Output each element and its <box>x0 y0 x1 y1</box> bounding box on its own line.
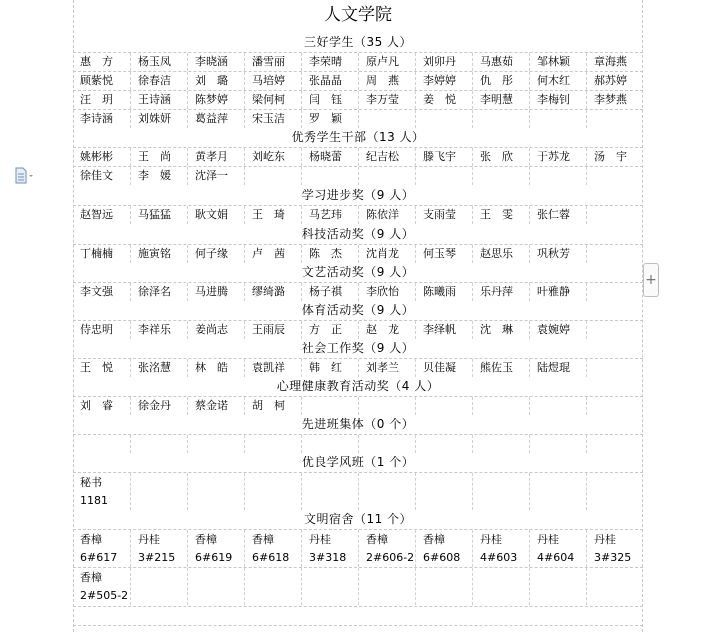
table-row <box>73 147 643 166</box>
table-cell: 李 媛 <box>130 167 187 185</box>
add-button[interactable] <box>643 263 659 297</box>
table-cell: 陈梦婷 <box>187 91 244 109</box>
table-row <box>73 90 643 109</box>
table-cell: 于苏龙 <box>529 148 586 166</box>
section-header: 心理健康教育活动奖（4 人） <box>276 379 440 393</box>
table-cell <box>187 568 244 605</box>
table-cell <box>529 167 586 185</box>
table-cell: 蔡金诺 <box>187 397 244 415</box>
table-cell: 卢 茜 <box>244 245 301 263</box>
table-cell <box>529 397 586 415</box>
table-cell: 原卢凡 <box>358 53 415 71</box>
table-cell: 李文强 <box>80 285 113 298</box>
table-cell <box>301 435 358 453</box>
table-cell: 宋玉洁 <box>244 110 301 128</box>
table-cell: 侍忠明 <box>80 323 113 336</box>
table-row <box>73 71 643 90</box>
table-cell <box>301 473 358 510</box>
table-row <box>73 282 643 301</box>
table-cell <box>586 283 643 301</box>
table-cell <box>130 568 187 605</box>
table-cell: 香樟 6#619 <box>187 530 244 567</box>
table-cell: 刘屹东 <box>244 148 301 166</box>
table-cell <box>586 167 643 185</box>
table-cell: 陈曦雨 <box>415 283 472 301</box>
table-cell: 马惠茹 <box>472 53 529 71</box>
table-cell: 李梦燕 <box>586 91 643 109</box>
table-cell <box>415 473 472 510</box>
table-cell: 陈依洋 <box>358 206 415 224</box>
section-header: 先进班集体（0 个） <box>301 417 415 431</box>
table-cell: 赵智远 <box>80 208 113 221</box>
table-cell <box>130 473 187 510</box>
table-cell: 袁婉婷 <box>529 321 586 339</box>
table-row <box>73 434 643 453</box>
table-cell: 闫 钰 <box>301 91 358 109</box>
table-cell: 丹桂 3#318 <box>301 530 358 567</box>
table-cell <box>529 435 586 453</box>
table-cell <box>415 167 472 185</box>
table-cell: 王 雯 <box>472 206 529 224</box>
table-cell <box>415 568 472 605</box>
table-cell: 徐泽名 <box>130 283 187 301</box>
table-cell: 徐春洁 <box>130 72 187 90</box>
table-cell <box>415 397 472 415</box>
table-cell: 香樟 6#617 <box>80 533 118 564</box>
section-header: 体育活动奖（9 人） <box>301 303 415 317</box>
table-cell: 张晶晶 <box>301 72 358 90</box>
table-cell <box>244 473 301 510</box>
table-cell <box>301 397 358 415</box>
table-cell <box>358 435 415 453</box>
table-cell <box>586 206 643 224</box>
table-cell: 周 燕 <box>358 72 415 90</box>
table-cell: 杨晓蕾 <box>301 148 358 166</box>
table-cell <box>244 435 301 453</box>
table-cell: 李梅钊 <box>529 91 586 109</box>
table-cell <box>472 568 529 605</box>
table-cell: 陆煜琨 <box>529 359 586 377</box>
table-cell: 丹桂 3#325 <box>586 530 643 567</box>
table-cell: 姜 悦 <box>415 91 472 109</box>
table-cell: 林 皓 <box>187 359 244 377</box>
table-cell <box>586 359 643 377</box>
table-cell: 施寅铭 <box>130 245 187 263</box>
table-cell <box>358 568 415 605</box>
table-cell: 香樟 2#606-2 <box>358 530 415 567</box>
table-cell: 丹桂 3#215 <box>130 530 187 567</box>
table-row <box>73 567 643 605</box>
table-cell <box>187 473 244 510</box>
section-header: 学习进步奖（9 人） <box>301 188 415 202</box>
table-cell <box>472 397 529 415</box>
table-cell: 王 尚 <box>130 148 187 166</box>
table-row <box>73 109 643 128</box>
table-cell: 惠 方 <box>80 55 113 68</box>
table-cell: 丁楠楠 <box>80 247 113 260</box>
table-row <box>73 396 643 415</box>
table-cell: 缪绮潞 <box>244 283 301 301</box>
document-icon[interactable] <box>14 167 34 185</box>
table-cell <box>130 435 187 453</box>
table-cell <box>472 435 529 453</box>
table-cell <box>472 110 529 128</box>
section-header: 社会工作奖（9 人） <box>301 341 415 355</box>
table-cell <box>415 110 472 128</box>
table-cell: 滕飞宇 <box>415 148 472 166</box>
table-cell <box>472 167 529 185</box>
table-cell: 李明慧 <box>472 91 529 109</box>
table-cell: 贝佳凝 <box>415 359 472 377</box>
table-cell: 王 琦 <box>244 206 301 224</box>
table-cell: 徐金丹 <box>130 397 187 415</box>
table-row <box>73 166 643 185</box>
section-header: 优秀学生干部（13 人） <box>291 130 425 144</box>
table-cell <box>529 473 586 510</box>
table-cell <box>472 473 529 510</box>
table-cell: 巩秋芳 <box>529 245 586 263</box>
table-row <box>73 320 643 339</box>
table-row <box>73 358 643 377</box>
table-cell <box>529 568 586 605</box>
table-row <box>73 244 643 263</box>
table-cell <box>586 110 643 128</box>
table-cell: 支雨莹 <box>415 206 472 224</box>
table-cell: 沈泽一 <box>187 167 244 185</box>
table-cell: 李诗涵 <box>80 112 113 125</box>
table-cell: 黄孝月 <box>187 148 244 166</box>
table-cell: 王 悦 <box>80 361 113 374</box>
table-cell: 杨子祺 <box>301 283 358 301</box>
table-cell <box>358 397 415 415</box>
table-cell: 张 欣 <box>472 148 529 166</box>
table-cell: 秘书 1181 <box>80 476 108 507</box>
table-cell: 马猛猛 <box>130 206 187 224</box>
table-cell: 丹桂 4#604 <box>529 530 586 567</box>
table-cell: 杨玉凤 <box>130 53 187 71</box>
table-cell: 方 正 <box>301 321 358 339</box>
table-cell <box>586 568 643 605</box>
table-cell: 王诗涵 <box>130 91 187 109</box>
table-cell: 香樟 6#608 <box>415 530 472 567</box>
table-cell: 马培婷 <box>244 72 301 90</box>
document-page <box>73 0 643 632</box>
table-cell: 刘 璐 <box>187 72 244 90</box>
table-cell <box>586 321 643 339</box>
table-cell: 邹林颖 <box>529 53 586 71</box>
table-cell: 赵 龙 <box>358 321 415 339</box>
table-row <box>73 472 643 510</box>
section-header: 科技活动奖（9 人） <box>301 227 415 241</box>
table-cell <box>586 473 643 510</box>
table-cell <box>73 435 130 453</box>
table-cell: 叶雅静 <box>529 283 586 301</box>
table-cell: 汪 玥 <box>80 93 113 106</box>
table-cell: 李祥乐 <box>130 321 187 339</box>
table-cell: 张仁蓉 <box>529 206 586 224</box>
table-cell <box>244 568 301 605</box>
table-cell: 刘姝妍 <box>130 110 187 128</box>
table-cell: 韩 红 <box>301 359 358 377</box>
table-cell <box>187 435 244 453</box>
table-cell: 香樟 2#505-2 <box>80 571 129 602</box>
section-header: 三好学生（35 人） <box>303 35 413 49</box>
table-cell <box>358 473 415 510</box>
table-cell: 姚彬彬 <box>80 150 113 163</box>
table-cell <box>415 435 472 453</box>
table-cell <box>301 568 358 605</box>
table-row <box>73 205 643 224</box>
table-cell <box>244 167 301 185</box>
table-cell: 罗 颖 <box>301 110 358 128</box>
table-cell: 纪吉松 <box>358 148 415 166</box>
table-row <box>73 52 643 71</box>
table-cell: 沈 琳 <box>472 321 529 339</box>
table-cell: 陈 杰 <box>301 245 358 263</box>
table-row <box>73 529 643 567</box>
table-cell: 何子缘 <box>187 245 244 263</box>
table-cell: 马进腾 <box>187 283 244 301</box>
table-cell: 耿文娟 <box>187 206 244 224</box>
table-cell: 刘 睿 <box>80 399 113 412</box>
table-cell: 马艺玮 <box>301 206 358 224</box>
table-cell <box>586 435 643 453</box>
table-cell: 乐丹萍 <box>472 283 529 301</box>
table-cell: 刘孝兰 <box>358 359 415 377</box>
table-cell: 郝苏婷 <box>586 72 643 90</box>
table-rule <box>73 625 643 626</box>
table-cell: 王雨辰 <box>244 321 301 339</box>
table-cell: 梁何柯 <box>244 91 301 109</box>
table-cell: 李欣怡 <box>358 283 415 301</box>
table-cell: 李万莹 <box>358 91 415 109</box>
table-cell: 顾紫悦 <box>80 74 113 87</box>
table-cell: 熊佐玉 <box>472 359 529 377</box>
table-cell: 章海燕 <box>586 53 643 71</box>
table-cell <box>301 167 358 185</box>
table-cell: 胡 柯 <box>244 397 301 415</box>
table-cell: 香樟 6#618 <box>244 530 301 567</box>
table-cell: 何木红 <box>529 72 586 90</box>
page-title: 人文学院 <box>324 5 392 25</box>
table-cell: 徐佳文 <box>80 169 113 182</box>
table-cell: 李婷婷 <box>415 72 472 90</box>
table-cell: 汤 宇 <box>586 148 643 166</box>
table-cell: 李荣晴 <box>301 53 358 71</box>
table-cell <box>358 110 415 128</box>
table-cell <box>586 397 643 415</box>
table-cell: 沈肖龙 <box>358 245 415 263</box>
table-cell: 仇 彤 <box>472 72 529 90</box>
table-cell: 姜尚志 <box>187 321 244 339</box>
table-cell <box>529 110 586 128</box>
table-cell: 何玉琴 <box>415 245 472 263</box>
section-header: 文艺活动奖（9 人） <box>301 265 415 279</box>
table-cell <box>586 245 643 263</box>
table-rule <box>73 606 643 607</box>
section-header: 文明宿舍（11 个） <box>303 512 413 526</box>
table-cell: 李晓涵 <box>187 53 244 71</box>
section-header: 优良学风班（1 个） <box>301 455 415 469</box>
table-cell: 张洺慧 <box>130 359 187 377</box>
table-cell: 葛益萍 <box>187 110 244 128</box>
table-cell <box>358 167 415 185</box>
table-cell: 潘雪丽 <box>244 53 301 71</box>
plus-icon: + <box>645 272 657 288</box>
table-cell: 赵思乐 <box>472 245 529 263</box>
table-cell: 刘卯丹 <box>415 53 472 71</box>
table-cell: 丹桂 4#603 <box>472 530 529 567</box>
table-cell: 袁凯祥 <box>244 359 301 377</box>
table-cell: 李绎帆 <box>415 321 472 339</box>
